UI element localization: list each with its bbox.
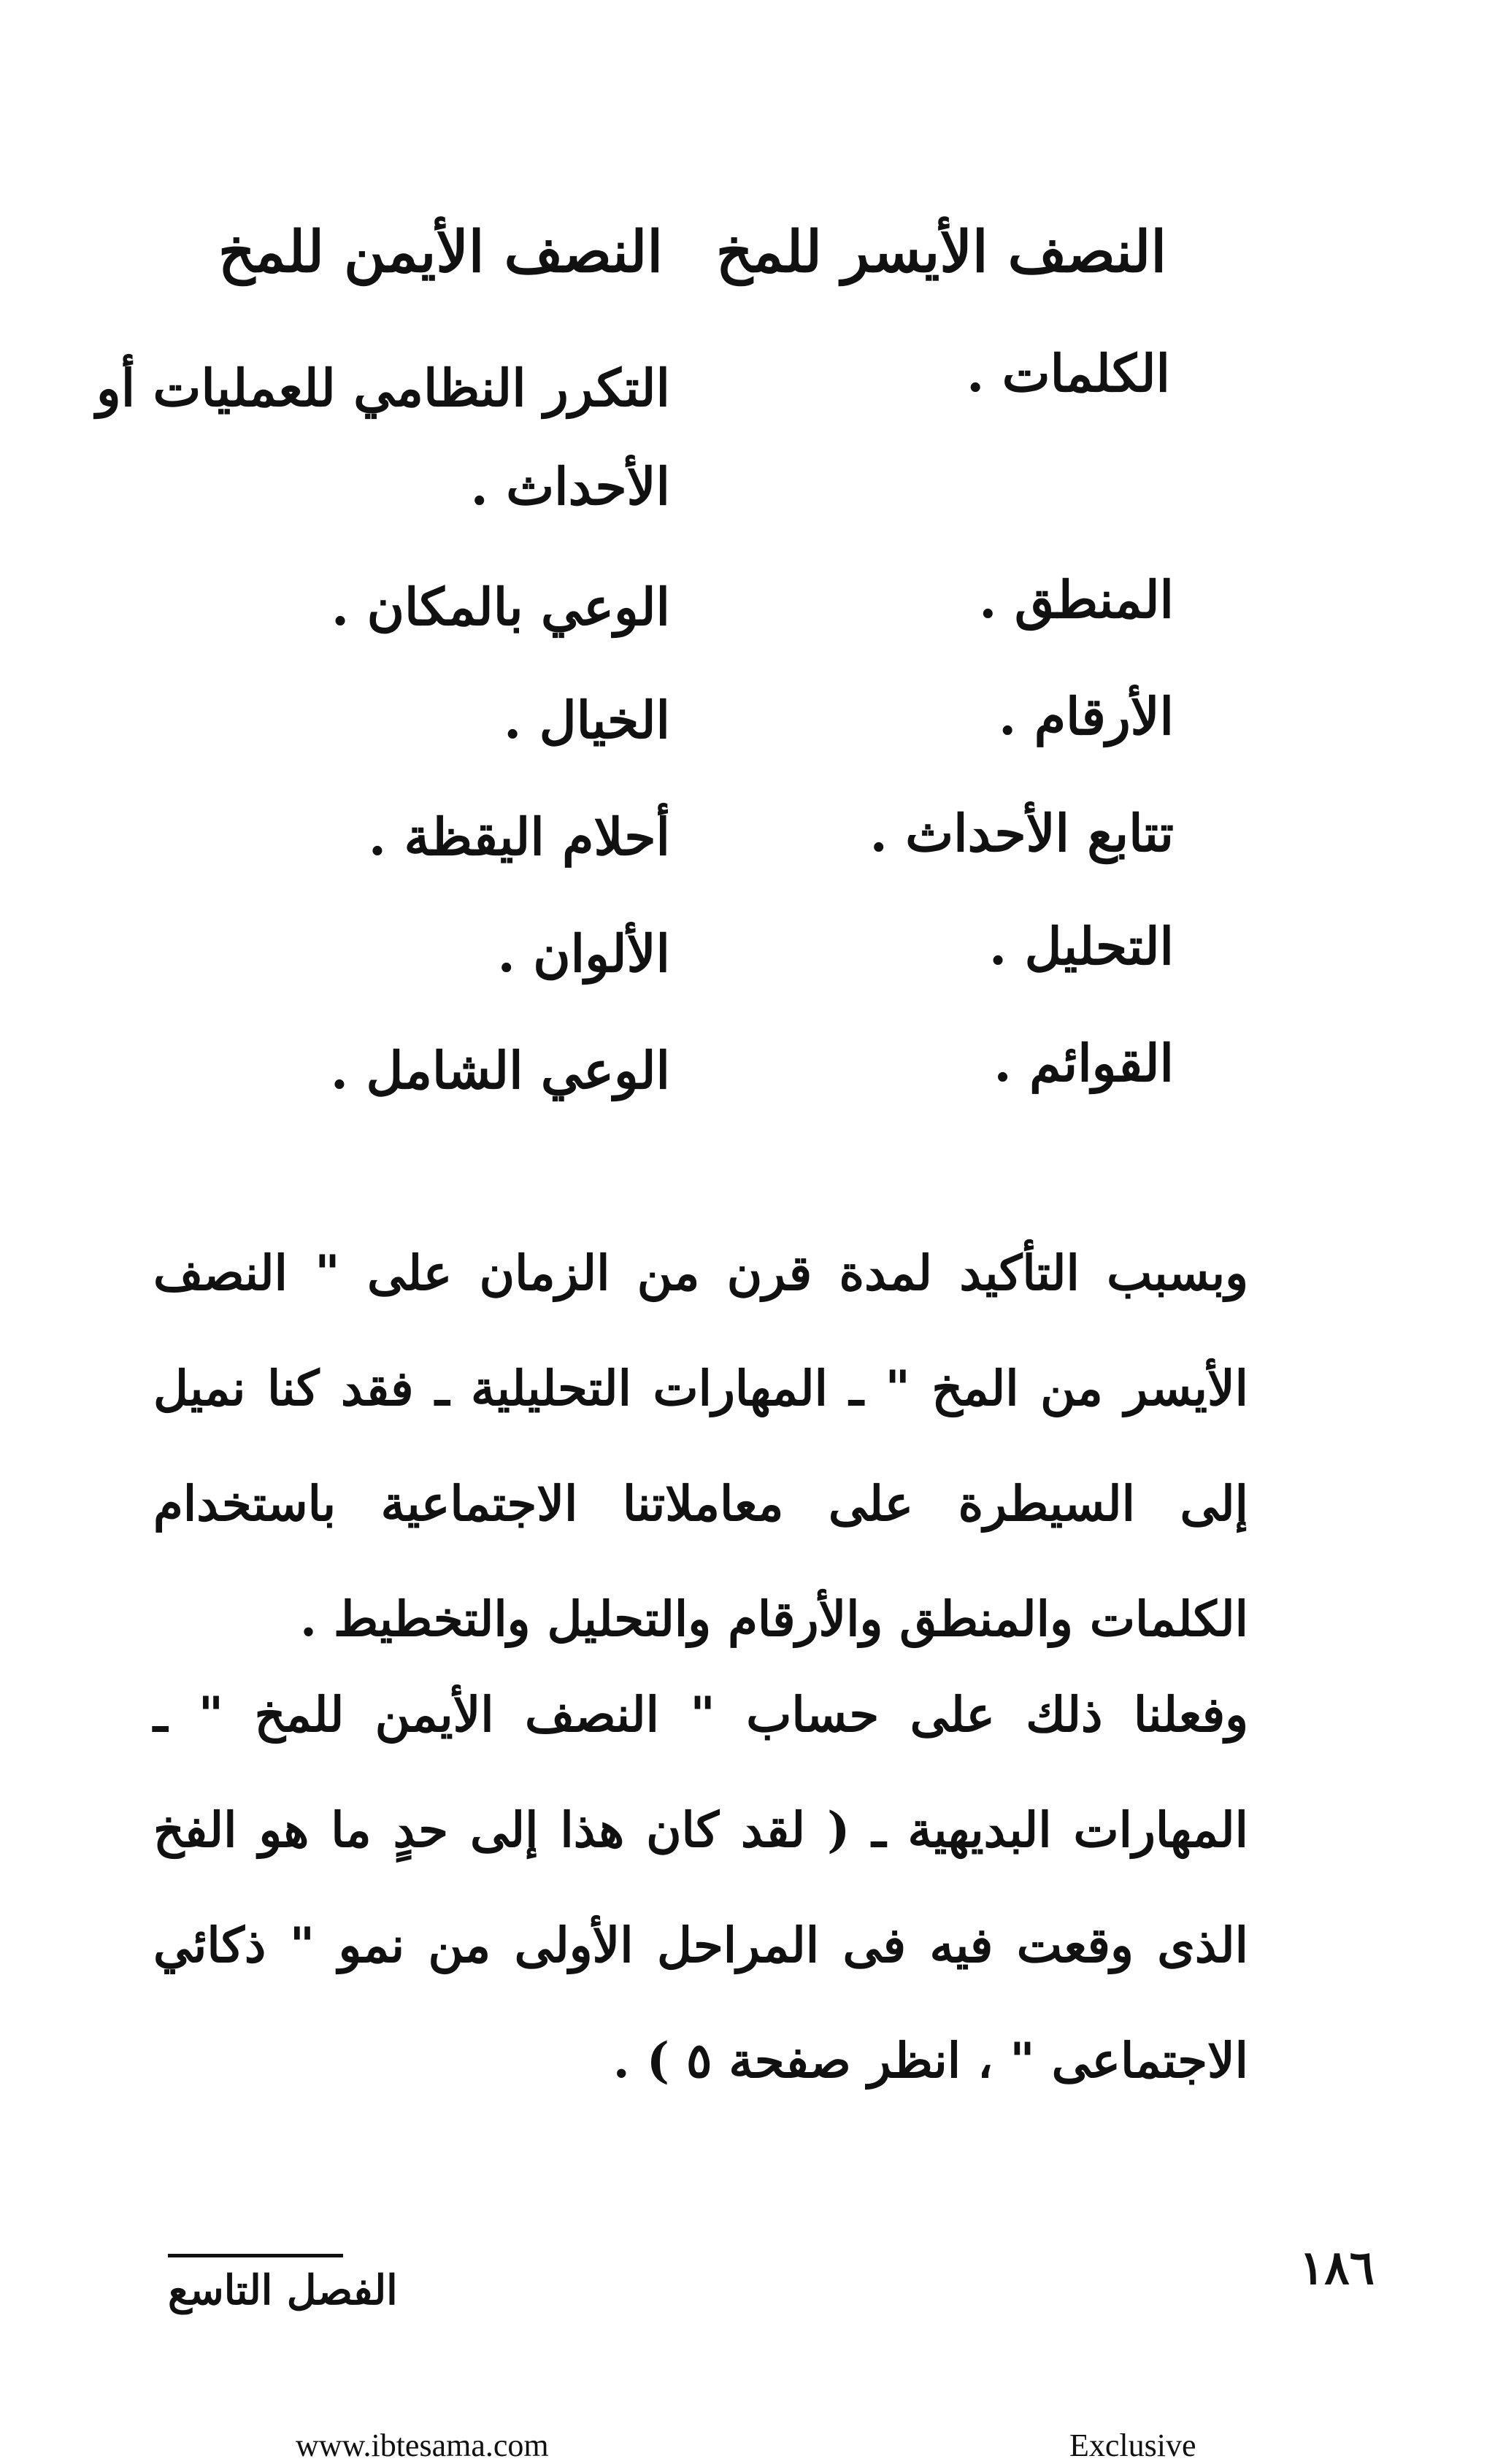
paragraph-intuitive-skills: وفعلنا ذلك على حساب " النصف الأيمن للمخ " ـ المهارات البديهية ـ ( لقد كان هذا إلى حدٍ ما هو الفخ الذى وقعت فيه فى المراحل الأولى من نمو " ذكائي الاجتماعى " ، انظر صفحة ٥ ) . [153,1686,1248,2089]
right-item-colors: الألوان . [497,923,670,984]
right-brain-header: النصف الأيمن للمخ [218,219,663,285]
left-item-words: الكلمات . [966,343,1170,404]
left-brain-header: النصف الأيسر للمخ [715,219,1167,285]
right-item-imagination: الخيال . [503,690,670,750]
chapter-label: الفصل التاسع [168,2266,398,2314]
left-item-sequence: تتابع الأحداث . [869,803,1174,863]
left-item-numbers: الأرقام . [998,686,1174,747]
right-item-periodic-repetition: التكرر النظامي للعمليات أو [96,358,670,418]
chapter-divider [168,2254,343,2257]
left-item-logic: المنطق . [979,569,1174,630]
paragraph-analytical-skills: وبسبب التأكيد لمدة قرن من الزمان على " النصف الأيسر من المخ " ـ المهارات التحليلية ـ فقد كنا نميل إلى السيطرة على معاملاتنا الاجتماعية باستخدام الكلمات والمنطق والأرقام والتحليل والتخطيط . [153,1244,1248,1647]
page-number: ١٨٦ [1299,2241,1375,2295]
right-item-spatial-awareness: الوعي بالمكان . [331,577,670,637]
right-item-holistic-awareness: الوعي الشامل . [330,1040,670,1101]
left-item-analysis: التحليل . [988,916,1174,977]
right-item-daydreams: أحلام اليقظة . [368,806,670,867]
footer-website: www.ibtesama.com [296,2428,549,2463]
footer-exclusive: Exclusive [1069,2428,1196,2463]
right-item-periodic-repetition-cont: الأحداث . [470,456,670,517]
left-item-lists: القوائم . [994,1033,1174,1093]
